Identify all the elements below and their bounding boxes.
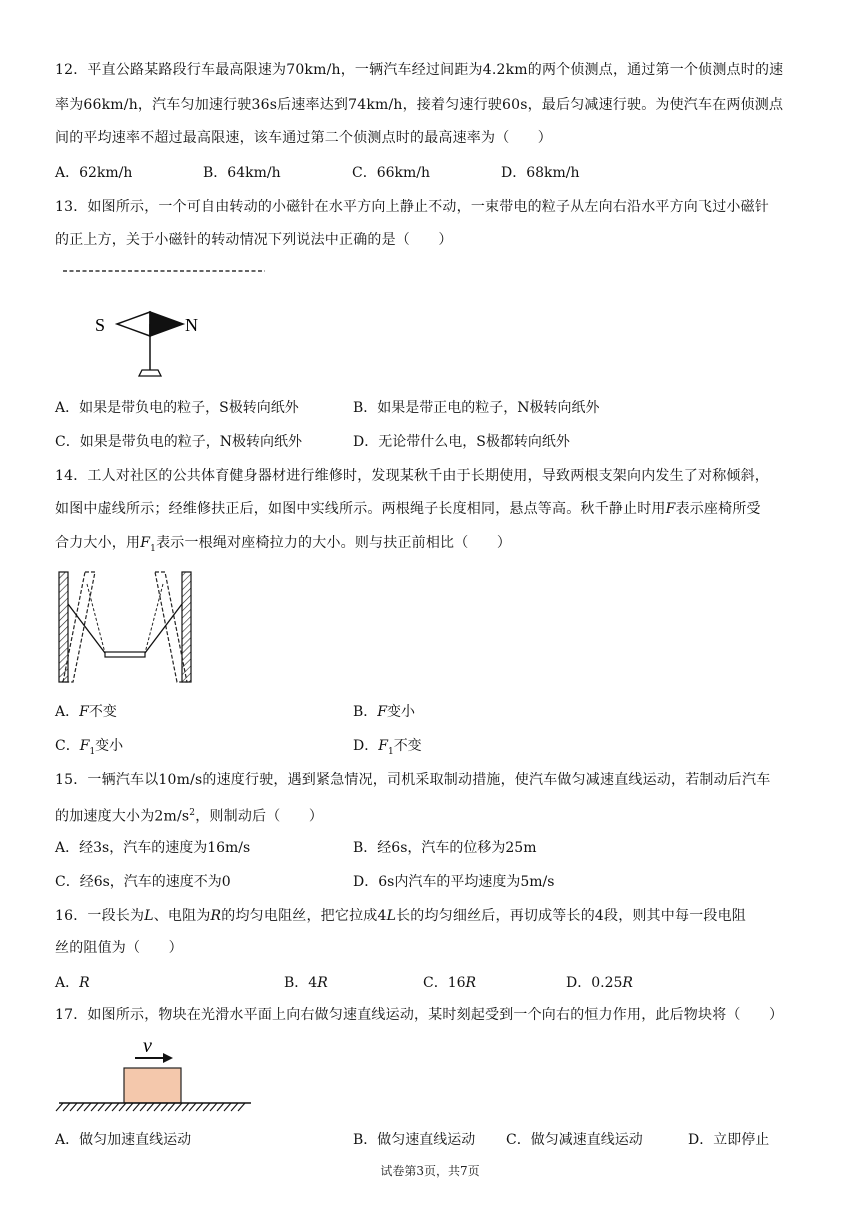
q16-option-b-pre: B．4 [284, 975, 318, 991]
ground-hatch-stroke [224, 1103, 231, 1111]
q14-option-a-pre: A． [55, 704, 80, 720]
q16-option-c-val: R [465, 975, 477, 991]
q16-option-a[interactable] [55, 973, 90, 993]
q14-line-3-text-a: 合力大小，用 [55, 535, 141, 551]
q14-line-2 [55, 499, 761, 519]
q15-option-a[interactable]: A．经3s，汽车的速度为16m/s [55, 840, 251, 856]
q13-option-a[interactable]: A．如果是带负电的粒子，S极转向纸外 [55, 400, 299, 416]
q12-line-1: 12．平直公路某路段行车最高限速为70km/h，一辆汽车经过间距为4.2km的两个侦测点，通过第一个侦测点时的速 [55, 62, 784, 78]
ground-hatch-stroke [147, 1103, 154, 1111]
q13-option-c[interactable]: C．如果是带负电的粒子，N极转向纸外 [55, 434, 302, 450]
q14-option-b-var: F [377, 704, 388, 720]
compass-needle-figure [55, 260, 285, 385]
q17-option-a[interactable]: A．做匀加速直线运动 [55, 1132, 192, 1148]
q12-line-3: 间的平均速率不超过最高限速，该车通过第二个侦测点时的最高速率为（ ） [55, 130, 552, 146]
swing-figure [55, 568, 200, 688]
q16-option-d-pre: D．0.25 [566, 975, 623, 991]
ground-hatch-stroke [161, 1103, 168, 1111]
block [124, 1068, 181, 1103]
q14-option-c-text: 变小 [95, 738, 124, 754]
q17-option-d[interactable]: D．立即停止 [688, 1132, 770, 1148]
ground-hatch-stroke [175, 1103, 182, 1111]
q14-line-3 [55, 533, 511, 559]
q16-line-1-d: 长的均匀细丝后，再切成等长的4段，则其中每一段电阻 [396, 908, 746, 924]
q13-line-1: 13．如图所示，一个可自由转动的小磁针在水平方向上静止不动，一束带电的粒子从左向右沿水平方向飞过小磁针 [55, 199, 770, 215]
q16-line-1-a: 16．一段长为 [55, 908, 145, 924]
block-figure [55, 1030, 260, 1115]
q14-line-3-text-b: 表示一根绳对座椅拉力的大小。则与扶正前相比（ ） [156, 535, 512, 551]
q14-option-a-text: 不变 [88, 704, 117, 720]
q16-option-c-pre: C．16 [423, 975, 466, 991]
q16-line-2: 丝的阻值为（ ） [55, 940, 183, 956]
ground-hatch-stroke [105, 1103, 112, 1111]
q14-option-c-pre: C． [55, 738, 80, 754]
q12-option-d[interactable]: D．68km/h [501, 165, 580, 181]
ground-hatch-stroke [112, 1103, 119, 1111]
q13-option-d[interactable]: D．无论带什么电，S极都转向纸外 [353, 434, 570, 450]
q16-option-c[interactable] [423, 973, 476, 993]
left-post-upright [59, 572, 68, 682]
q14-line-3-var: F [140, 535, 151, 551]
q14-option-b-pre: B． [353, 704, 378, 720]
q14-option-c-sub: 1 [89, 746, 96, 757]
ground-hatch-stroke [98, 1103, 105, 1111]
ground-hatch-stroke [140, 1103, 147, 1111]
q17-line-1: 17．如图所示，物块在光滑水平面上向右做匀速直线运动，某时刻起受到一个向右的恒力作用，此后物块将（ ） [55, 1007, 784, 1023]
ground-hatch-stroke [182, 1103, 189, 1111]
q15-line-2-text-b: ，则制动后（ ） [195, 808, 324, 825]
needle-s-half [117, 312, 150, 336]
q16-line-1-c: 的均匀电阻丝，把它拉成4 [221, 908, 387, 924]
q16-option-d[interactable] [566, 973, 633, 993]
q14-line-2-text-b: 表示座椅所受 [675, 501, 761, 517]
q16-option-b-val: R [317, 975, 328, 991]
q12-line-2: 率为66km/h，汽车匀加速行驶36s后速率达到74km/h，接着匀速行驶60s，最后匀减速行驶。为使汽车在两侦测点 [55, 97, 784, 113]
q14-option-d-sub: 1 [387, 746, 394, 757]
ground-hatch-stroke [231, 1103, 238, 1111]
ground-hatch-stroke [70, 1103, 77, 1111]
ground-hatch-stroke [91, 1103, 98, 1111]
q14-option-b-text: 变小 [387, 704, 416, 720]
ground-hatch-stroke [133, 1103, 140, 1111]
ground-hatch-stroke [56, 1103, 63, 1111]
s-pole-label: S [95, 315, 106, 335]
q14-option-a-var: F [79, 704, 89, 720]
ground-hatch-stroke [126, 1103, 133, 1111]
q14-line-1: 14．工人对社区的公共体育健身器材进行维修时，发现某秋千由于长期使用，导致两根支架向内发生了对称倾斜， [55, 468, 770, 484]
q14-option-d[interactable] [353, 736, 422, 762]
q15-option-b[interactable]: B．经6s，汽车的位移为25m [353, 840, 537, 856]
velocity-arrow-head [163, 1053, 173, 1063]
q13-line-2: 的正上方，关于小磁针的转动情况下列说法中正确的是（ ） [55, 232, 453, 248]
q12-option-c[interactable]: C．66km/h [352, 165, 431, 181]
ground-hatch-stroke [203, 1103, 210, 1111]
q16-line-1-R: R [210, 908, 222, 924]
needle-stand-base [139, 370, 161, 376]
q14-option-c-var: F [79, 738, 90, 754]
q14-line-2-var: F [665, 501, 676, 517]
q15-line-2-sup: 2 [189, 808, 196, 818]
q16-option-d-val: R [622, 975, 633, 991]
ground-hatch-stroke [84, 1103, 91, 1111]
q15-line-2-text-a: 的加速度大小为2m/s [55, 808, 190, 825]
velocity-label: v [143, 1035, 152, 1057]
q14-line-3-sub: 1 [150, 543, 157, 554]
ground-hatch-stroke [210, 1103, 217, 1111]
ground-hatch-stroke [63, 1103, 70, 1111]
q14-option-b[interactable] [353, 702, 415, 722]
q16-line-1-L: L [144, 908, 154, 924]
swing-seat [105, 652, 145, 657]
q15-option-c[interactable]: C．经6s，汽车的速度不为0 [55, 874, 231, 890]
ground-hatch-stroke [168, 1103, 175, 1111]
ground-hatch-stroke [196, 1103, 203, 1111]
q17-option-c[interactable]: C．做匀减速直线运动 [506, 1132, 643, 1148]
q14-line-2-text: 如图中虚线所示；经维修扶正后，如图中实线所示。两根绳子长度相同，悬点等高。秋千静止时用 [55, 501, 666, 517]
q16-option-b[interactable] [284, 973, 328, 993]
ground-hatch-stroke [119, 1103, 126, 1111]
q12-option-a[interactable]: A．62km/h [55, 165, 133, 181]
q16-line-1 [55, 906, 746, 926]
q16-option-a-pre: A． [55, 975, 80, 991]
q16-line-1-b: 、电阻为 [153, 908, 211, 924]
q17-option-b[interactable]: B．做匀速直线运动 [353, 1132, 476, 1148]
q15-line-1: 15．一辆汽车以10m/s的速度行驶，遇到紧急情况，司机采取制动措施，使汽车做匀减速直线运动，若制动后汽车 [55, 772, 771, 788]
q14-option-d-var: F [378, 738, 388, 754]
ground-hatch-stroke [189, 1103, 196, 1111]
ground-hatch-stroke [77, 1103, 84, 1111]
q16-line-1-L2: L [386, 908, 397, 924]
q14-option-c[interactable] [55, 736, 123, 762]
ground-hatching [56, 1103, 245, 1111]
needle-n-half [150, 312, 183, 336]
q14-option-d-text: 不变 [393, 738, 422, 754]
q14-option-a[interactable] [55, 702, 117, 722]
q12-option-b[interactable]: B．64km/h [203, 165, 281, 181]
ground-hatch-stroke [217, 1103, 224, 1111]
right-rope-dashed [145, 584, 163, 653]
n-pole-label: N [185, 315, 198, 335]
q14-option-d-pre: D． [353, 738, 379, 754]
ground-hatch-stroke [238, 1103, 245, 1111]
left-rope-dashed [87, 584, 105, 653]
ground-hatch-stroke [154, 1103, 161, 1111]
q16-option-a-val: R [79, 975, 90, 991]
q13-option-b[interactable]: B．如果是带正电的粒子，N极转向纸外 [353, 400, 600, 416]
q15-option-d[interactable]: D．6s内汽车的平均速度为5m/s [353, 874, 555, 890]
page-footer: 试卷第3页，共7页 [380, 1164, 480, 1178]
q15-line-2 [55, 803, 323, 827]
